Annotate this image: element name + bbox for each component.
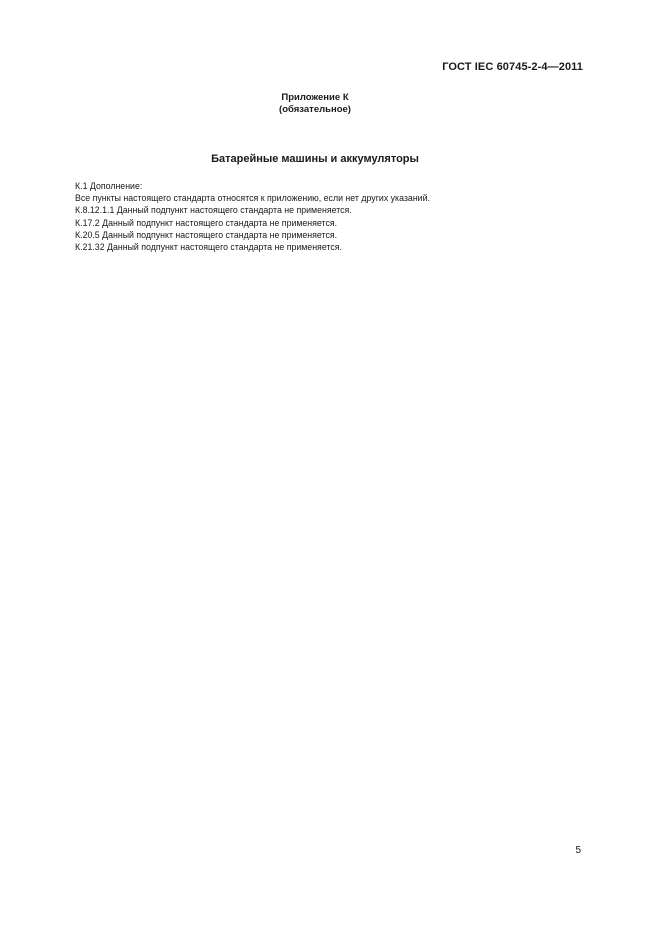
clause-k17-2: К.17.2 Данный подпункт настоящего стандарта не применяется. [75, 217, 338, 228]
annex-heading [0, 92, 630, 116]
clause-k8-12-1-1: К.8.12.1.1 Данный подпункт настоящего стандарта не применяется. [75, 205, 352, 216]
annex-label: Приложение К [281, 92, 349, 103]
clause-k21-32: К.21.32 Данный подпункт настоящего стандарта не применяется. [75, 242, 342, 253]
document-code: ГОСТ IEC 60745-2-4—2011 [442, 61, 583, 73]
clause-k20-5: К.20.5 Данный подпункт настоящего стандарта не применяется. [75, 229, 338, 240]
page-number: 5 [575, 845, 581, 856]
clause-k1-text: Все пункты настоящего стандарта относятся к приложению, если нет других указаний. [75, 193, 430, 204]
annex-status: (обязательное) [279, 104, 351, 115]
annex-body [75, 180, 545, 253]
clause-k1: К.1 Дополнение: [75, 181, 143, 191]
annex-title: Батарейные машины и аккумуляторы [211, 153, 419, 165]
